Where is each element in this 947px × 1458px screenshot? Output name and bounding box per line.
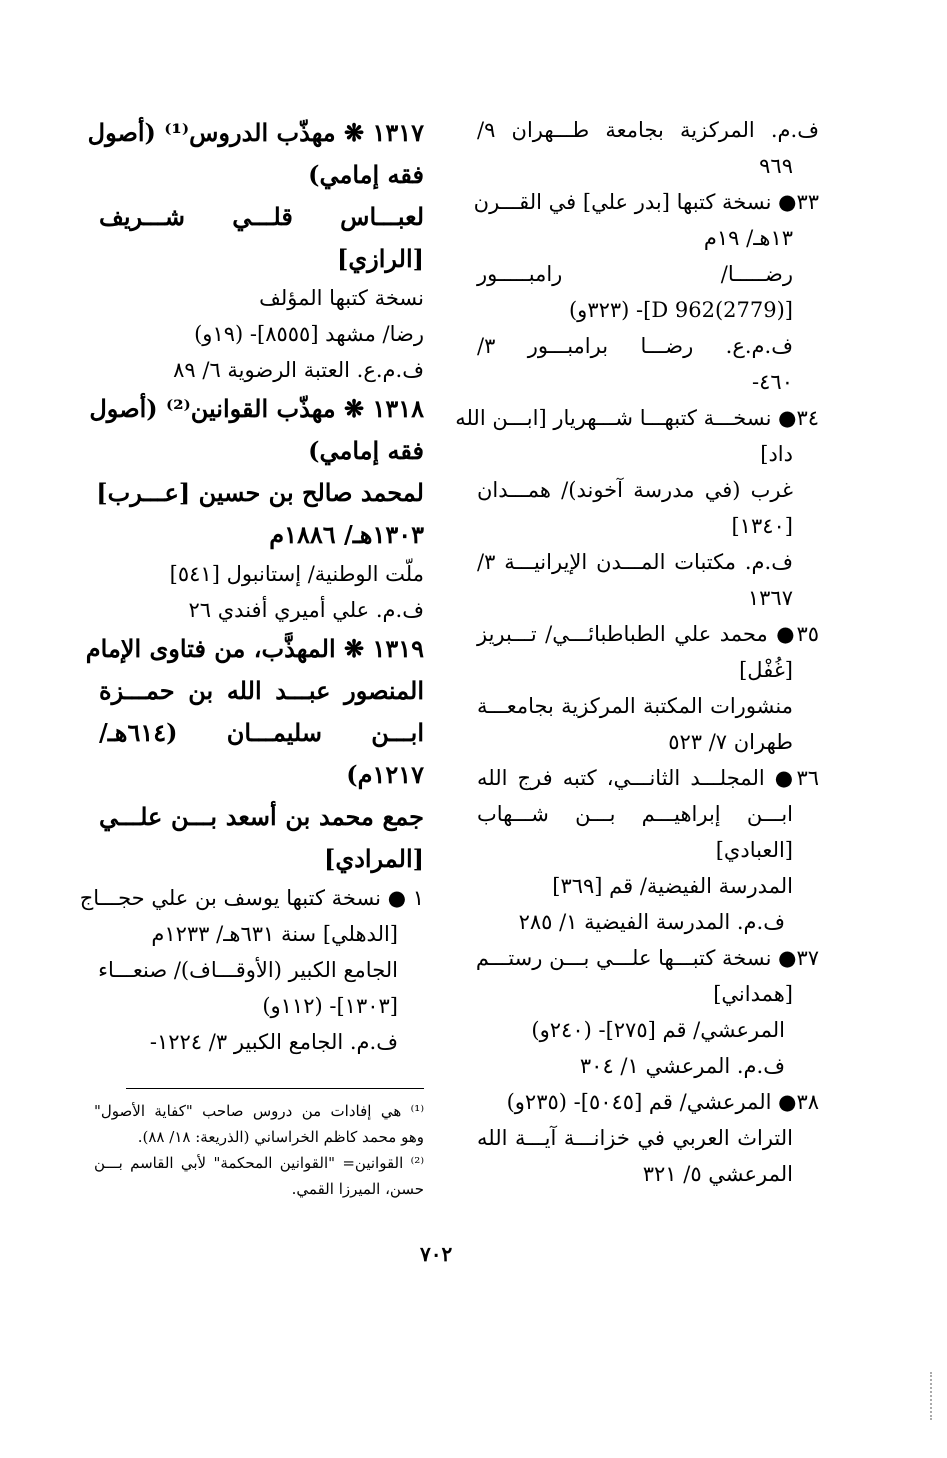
text-line: فقه إمامي) bbox=[308, 160, 424, 189]
text-line: ف.م. المرعشي ١/ ٣٠٤ bbox=[579, 1054, 785, 1078]
text-line: فقه إمامي) bbox=[308, 436, 424, 465]
text-line: ٣٧● نسخة كتبـــها علـــي بـــن رستـــم bbox=[475, 946, 819, 970]
text-line: [(2779)962 D]- (٣٢٣و) bbox=[568, 298, 793, 322]
text-line: [١٣٠٣]- (١١٢و) bbox=[262, 994, 398, 1018]
text-line: ف.م. المدرسة الفيضية ١/ ٢٨٥ bbox=[518, 910, 785, 934]
text-line: [همداني] bbox=[713, 982, 793, 1006]
footnote-line: حسن، الميرزا القمي. bbox=[291, 1180, 424, 1198]
footnote-line: ⁽¹⁾ هي إفادات من دروس صاحب "كفاية الأصول" bbox=[94, 1102, 424, 1120]
text-line: طهران ٧/ ٥٢٣ bbox=[668, 730, 793, 754]
text-line: المرعشي/ قم [٢٧٥]- (٢٤٠و) bbox=[531, 1018, 785, 1042]
text-line: ٤٦٠- bbox=[752, 370, 793, 394]
text-line: الجامع الكبير (الأوقـــاف)/ صنعـــاء bbox=[98, 958, 398, 982]
text-line: [١٣٤٠] bbox=[731, 514, 793, 538]
text-line: لمحمد صالح بن حسين [عـــرب] bbox=[96, 478, 424, 507]
text-line: نسخة كتبها المؤلف bbox=[259, 286, 424, 310]
footnote-line: وهو محمد كاظم الخراساني (الذريعة: ١٨/ ٨٨). bbox=[137, 1128, 424, 1146]
text-line: المدرسة الفيضية/ قم [٣٦٩] bbox=[552, 874, 793, 898]
text-line: ٣٨● المرعشي/ قم [٥٠٤٥]- (٢٣٥و) bbox=[506, 1090, 819, 1114]
text-line: [غُفْل] bbox=[739, 658, 793, 682]
text-line: ٩٦٩ bbox=[759, 154, 793, 178]
text-line: المنصور عبـــد الله بن حمـــزة bbox=[99, 676, 424, 705]
text-line: داد] bbox=[760, 442, 793, 466]
text-line: ١٣٠٣هـ/ ١٨٨٦م bbox=[269, 520, 424, 549]
page-number: ٧٠٢ bbox=[420, 1242, 453, 1266]
text-line: ١٢١٧م) bbox=[346, 760, 424, 789]
right-column bbox=[455, 112, 819, 1192]
text-line: [العبادي] bbox=[715, 838, 793, 862]
text-line: المرعشي ٥/ ٣٢١ bbox=[642, 1162, 793, 1186]
text-line: ابـــن سليمـــان (٦١٤هـ/ bbox=[99, 718, 424, 747]
text-line: ٣٥● محمد علي الطباطبائـــي/ تـــبريز bbox=[477, 622, 819, 646]
footnote-divider bbox=[126, 1088, 424, 1089]
text-line: لعبـــاس قلـــي شـــريف bbox=[99, 202, 424, 231]
text-line: غرب (في مدرسة آخوند)/ همـــدان bbox=[477, 478, 793, 502]
text-line: ف.م. علي أميري أفندي ٢٦ bbox=[188, 598, 424, 622]
text-line: التراث العربي في خزانـــة آيـــة الله bbox=[477, 1126, 793, 1150]
text-line: ١ ● نسخة كتبها يوسف بن علي حجـــاج bbox=[79, 886, 424, 910]
text-line: ف.م. المركزية بجامعة طـــهران ٩/ bbox=[477, 118, 819, 142]
text-line: ف.م. مكتبات المـــدن الإيرانيـــة ٣/ bbox=[477, 550, 793, 574]
text-line: جمع محمد بن أسعد بـــن علـــي bbox=[99, 802, 424, 831]
left-column bbox=[79, 112, 424, 1060]
text-line: [الرازي] bbox=[337, 244, 424, 273]
text-line: [المرادي] bbox=[324, 844, 424, 873]
scroll-indicator bbox=[930, 1372, 935, 1420]
text-line: [الدهلي] سنة ٦٣١هـ/ ١٢٣٣م bbox=[151, 922, 398, 946]
text-line: ف.م. الجامع الكبير ٣/ ١٢٢٤- bbox=[149, 1030, 398, 1054]
text-line: ١٣٦٧ bbox=[747, 586, 793, 610]
text-line: ١٣١٩ ❋ المهذَّب، من فتاوى الإمام bbox=[85, 634, 424, 663]
text-line: ف.م.ع. العتبة الرضوية ٦/ ٨٩ bbox=[173, 358, 424, 382]
text-line: ف.م.ع. رضـــا برامبـــور ٣/ bbox=[477, 334, 793, 358]
text-line: ١٣هـ/ ١٩م bbox=[703, 226, 793, 250]
footnote-line: ⁽²⁾ القوانين= "القوانين المحكمة" لأبي القاسم بـــن bbox=[94, 1154, 424, 1172]
text-line: منشورات المكتبة المركزية بجامعـــة bbox=[477, 694, 793, 718]
text-line: ١٣١٧ ❋ مهذّب الدروس⁽¹⁾ (أصول bbox=[87, 118, 424, 147]
text-line: ١٣١٨ ❋ مهذّب القوانين⁽²⁾ (أصول bbox=[89, 394, 424, 423]
text-line: ٣٦● المجلـــد الثانـــي، كتبه فرج الله bbox=[477, 766, 819, 790]
text-line: رضـــــا/ رامبـــــور bbox=[477, 262, 793, 286]
text-line: رضا/ مشهد [٨٥٥٥]- (١٩و) bbox=[194, 322, 424, 346]
text-line: ابـــن إبراهيـــم بـــن شـــهاب bbox=[477, 802, 793, 826]
text-line: ملّت الوطنية/ إستانبول [٥٤١] bbox=[169, 562, 424, 586]
footnotes bbox=[94, 1098, 424, 1202]
text-line: ٣٣● نسخة كتبها [بدر علي] في القـــرن bbox=[473, 190, 819, 214]
text-line: ٣٤● نسخـــة كتبهـــا شـــهريار [ابـــن الله bbox=[455, 406, 819, 430]
